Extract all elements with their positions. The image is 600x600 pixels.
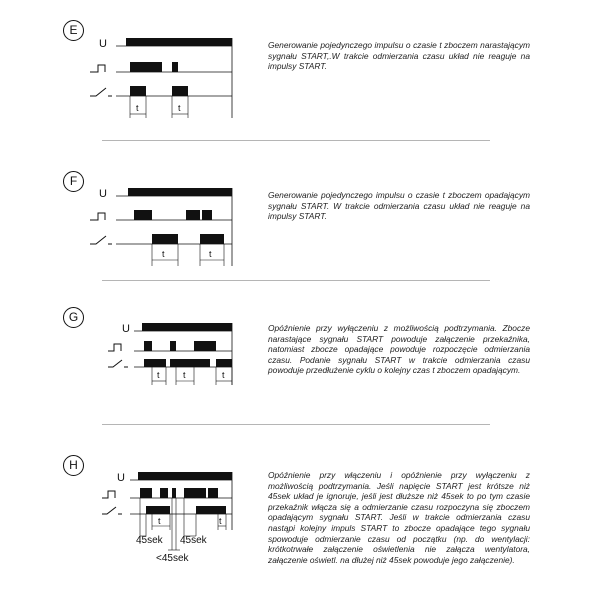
time-label: t: [222, 370, 225, 380]
mode-g-description: Opóźnienie przy wyłączeniu z możliwością podtrzymania. Zbocze narastające sygnału START powoduje załączenie przekaźnika, natomiast zbocze opadające powoduje rozpoczęcie odmierzania czasu. Podanie sygnału START w trakcie odmierzania czasu powoduje przedłużenie cyklu o kolejny czas t zboczem opadającym.: [268, 323, 530, 376]
mode-f-badge: F: [63, 171, 84, 192]
supply-voltage-bar: [138, 472, 232, 480]
mode-h-badge: H: [63, 455, 84, 476]
supply-label: U: [122, 323, 130, 335]
time-label: t: [219, 516, 222, 526]
on-delay-label: 45sek: [180, 535, 207, 546]
time-label: t: [157, 370, 160, 380]
mode-e-badge: E: [63, 20, 84, 41]
mode-h-timing-diagram: [96, 464, 256, 574]
start-pulse: [184, 488, 206, 498]
mode-e-description: Generowanie pojedynczego impulsu o czasie t zboczem narastającym sygnału START,.W trakcie odmierzania czasu układ nie reaguje na impulsy START.: [268, 40, 530, 72]
start-pulse: [140, 488, 152, 498]
relay-pulse: [196, 506, 226, 514]
time-label: t: [209, 249, 212, 259]
start-pulse: [208, 488, 218, 498]
relay-pulse: [146, 506, 170, 514]
short-pulse-label: <45sek: [156, 553, 189, 564]
relay-contact-icon: [102, 507, 122, 514]
time-label: t: [162, 249, 165, 259]
supply-label: U: [99, 188, 107, 200]
start-pulse: [160, 488, 168, 498]
mode-h-description: Opóźnienie przy włączeniu i opóźnienie przy wyłączeniu z możliwością podtrzymania. Jeśli napięcie START jest krótsze niż 45sek układ je ignoruje, jeśli jest dłuższe niż 45sek to po tym czasie przekaźnik włącza się a odmierzanie czasu rozpoczyna się zboczem opadającym sygnału START. Jeśli w trakcie odmierzania czasu nastąpi kolejny impuls START to zbocze opadające tego sygnału spowoduje odmierzanie czasu od początku (np. do wentylacji: krótkotrwałe załączenie oświetlenia nie załącza wentylatora, załączenie oświetl. na dłużej niż 45sek powoduje jego załączenie).: [268, 470, 530, 565]
time-label: t: [183, 370, 186, 380]
mode-g-badge: G: [63, 307, 84, 328]
time-label: t: [136, 103, 139, 113]
mode-f-description: Generowanie pojedynczego impulsu o czasie t zboczem opadającym sygnału START. W trakcie odmierzania czasu układ nie reaguje na impulsy START.: [268, 190, 530, 222]
supply-label: U: [117, 472, 125, 484]
supply-label: U: [99, 38, 107, 50]
start-pulse: [172, 488, 176, 498]
pulse-icon: [102, 491, 115, 498]
time-label: t: [178, 103, 181, 113]
time-label: t: [158, 516, 161, 526]
on-delay-label: 45sek: [136, 535, 163, 546]
